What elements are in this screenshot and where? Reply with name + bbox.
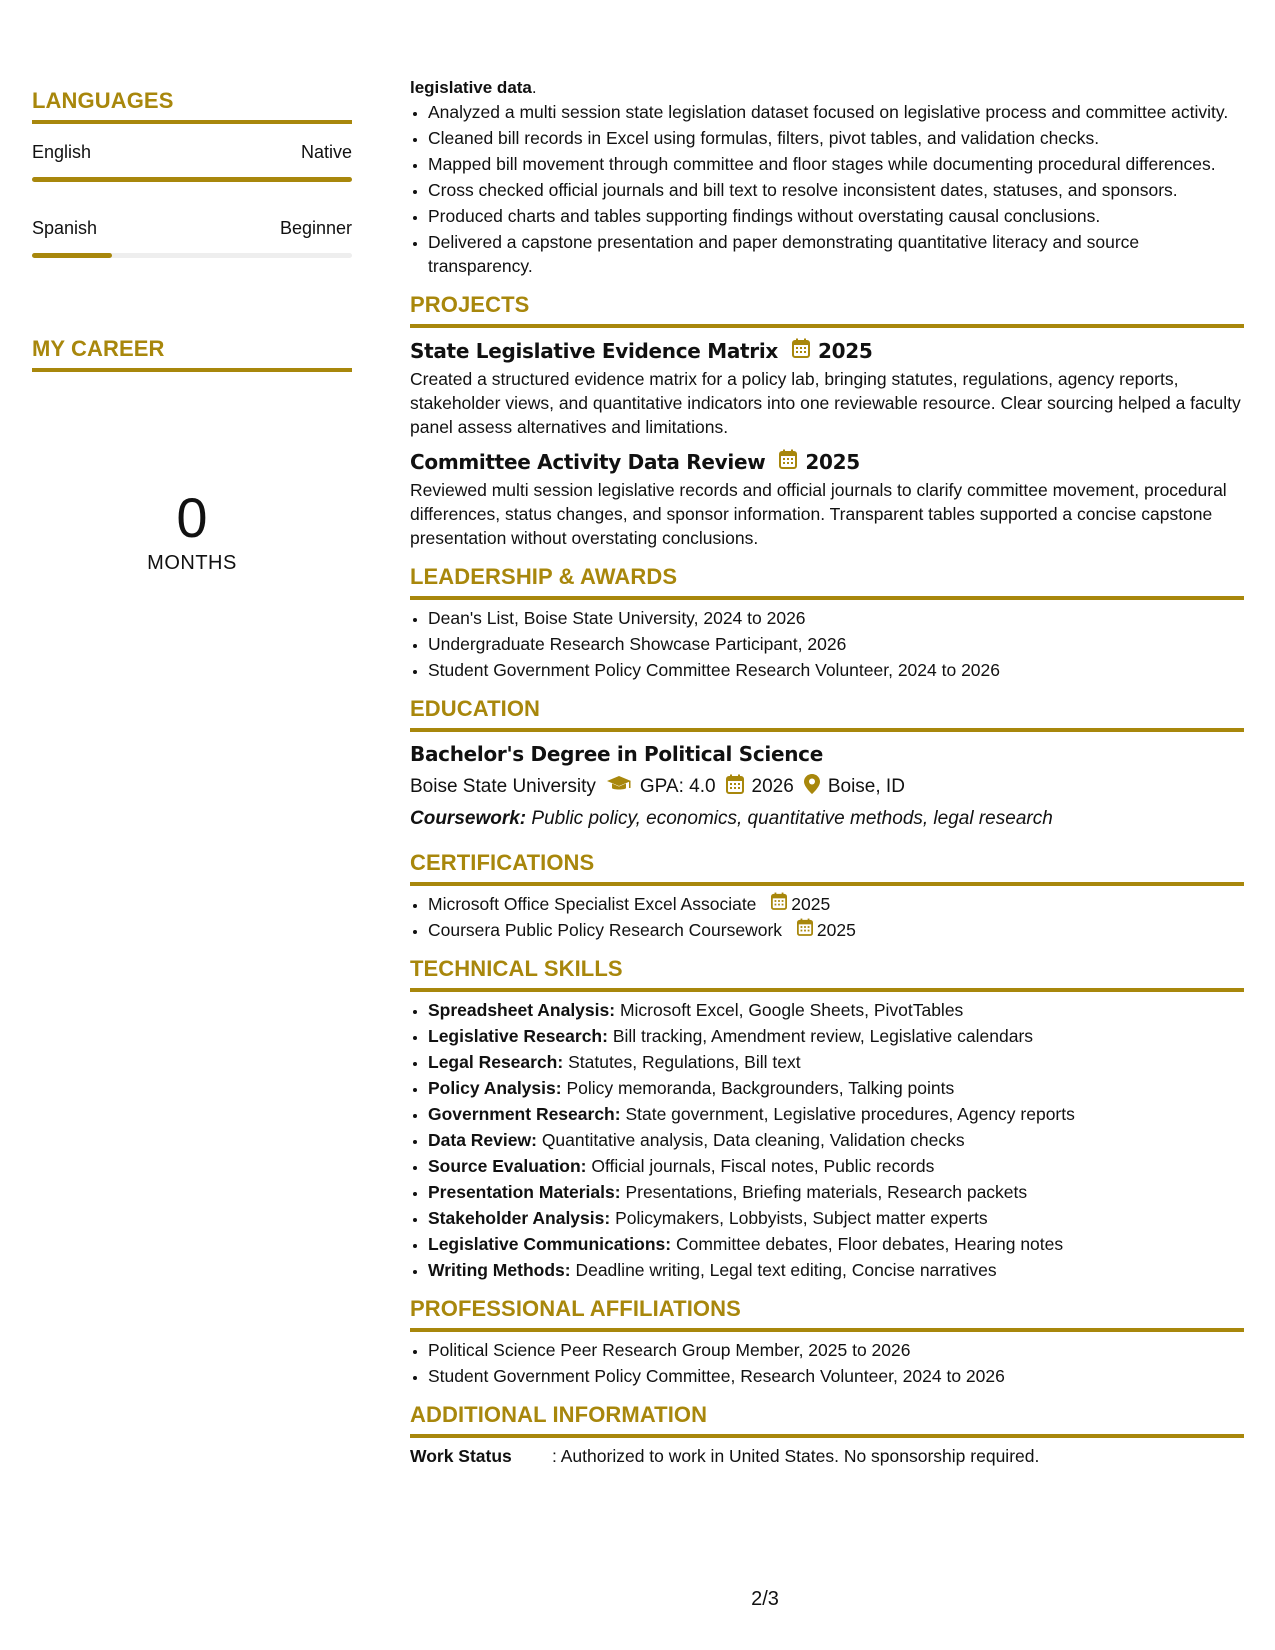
project-year: 2025 (805, 449, 860, 474)
skill-label: Stakeholder Analysis: (428, 1208, 611, 1229)
skill-value: Official journals, Fiscal notes, Public records (591, 1156, 935, 1177)
skill-label: Legislative Communications: (428, 1234, 672, 1255)
skill-value: Statutes, Regulations, Bill text (568, 1052, 801, 1073)
section-title-certifications: CERTIFICATIONS (410, 852, 1244, 886)
language-proficiency-bar (32, 177, 352, 182)
language-item (32, 142, 352, 182)
section-title-projects: PROJECTS (410, 294, 1244, 328)
language-level: Native (300, 142, 352, 162)
skills-section (410, 958, 1244, 1282)
skill-value: Quantitative analysis, Data cleaning, Validation checks (541, 1130, 965, 1151)
experience-bullets (410, 100, 1244, 278)
list-item: • Delivered a capstone presentation and paper demonstrating quantitative literacy and source transparency. (428, 230, 1244, 278)
project-name: Committee Activity Data Review (410, 449, 766, 474)
skill-label: Legislative Research: (428, 1026, 608, 1047)
certification-year: 2025 (816, 920, 856, 941)
affiliations-list (410, 1338, 1244, 1388)
certifications-section (410, 852, 1244, 942)
list-item: • Political Science Peer Research Group Member, 2025 to 2026 (428, 1338, 1244, 1362)
section-title-leadership: LEADERSHIP & AWARDS (410, 566, 1244, 600)
skill-label: Presentation Materials: (428, 1182, 621, 1203)
list-item (428, 1180, 1244, 1204)
skills-list (410, 998, 1244, 1282)
project-item (410, 449, 1244, 550)
list-item (428, 918, 1244, 942)
skill-value: State government, Legislative procedures, Agency reports (625, 1104, 1075, 1125)
skill-value: Committee debates, Floor debates, Hearing notes (675, 1234, 1064, 1255)
experience-lead: legislative data (410, 78, 532, 97)
affiliations-section (410, 1298, 1244, 1388)
section-title-education: EDUCATION (410, 698, 1244, 732)
skill-value: Bill tracking, Amendment review, Legislative calendars (612, 1026, 1034, 1047)
experience-lead-tail: . (531, 78, 537, 97)
skill-value: Policymakers, Lobbyists, Subject matter experts (615, 1208, 988, 1229)
certifications-list (410, 892, 1244, 942)
leadership-section (410, 566, 1244, 682)
gpa: GPA: 4.0 (639, 776, 716, 798)
location-pin-icon (804, 774, 820, 800)
skill-value: Deadline writing, Legal text editing, Concise narratives (575, 1260, 997, 1281)
skill-label: Writing Methods: (428, 1260, 571, 1281)
certification-name: Microsoft Office Specialist Excel Associate (428, 894, 757, 915)
list-item (428, 1128, 1244, 1152)
work-status-label: Work Status (410, 1446, 512, 1467)
skill-label: Source Evaluation: (428, 1156, 587, 1177)
language-name: English (32, 142, 92, 162)
section-title-affiliations: PROFESSIONAL AFFILIATIONS (410, 1298, 1244, 1332)
school-name: Boise State University (410, 776, 596, 798)
section-title-languages: LANGUAGES (32, 90, 352, 124)
left-column (32, 90, 352, 575)
coursework-label: Coursework: (410, 808, 527, 830)
language-name: Spanish (32, 218, 98, 238)
section-title-career: MY CAREER (32, 338, 352, 372)
language-proficiency-fill (32, 253, 112, 258)
certification-name: Coursera Public Policy Research Coursework (428, 920, 783, 941)
calendar-icon (792, 338, 810, 363)
list-item (428, 1154, 1244, 1178)
education-details (410, 774, 1244, 800)
calendar-icon (797, 918, 813, 942)
list-item (428, 1050, 1244, 1074)
list-item (428, 1102, 1244, 1126)
coursework-value: Public policy, economics, quantitative methods, legal research (531, 808, 1053, 830)
calendar-icon (779, 449, 797, 474)
project-name: State Legislative Evidence Matrix (410, 338, 779, 363)
list-item (428, 892, 1244, 916)
page-indicator: 2/3 (751, 1588, 779, 1610)
list-item: • Cross checked official journals and bill text to resolve inconsistent dates, statuses, and sponsors. (428, 178, 1244, 202)
calendar-icon (771, 892, 787, 916)
list-item: • Cleaned bill records in Excel using formulas, filters, pivot tables, and validation checks. (428, 126, 1244, 150)
list-item (428, 1024, 1244, 1048)
list-item (428, 998, 1244, 1022)
work-status-row (410, 1446, 1244, 1467)
school-location: Boise, ID (827, 776, 905, 798)
coursework (410, 808, 1244, 830)
project-description: Reviewed multi session legislative records and official journals to clarify committee movement, procedural differences, status changes, and sponsor information. Transparent tables supported a concise capstone presentation without overstating conclusions. (410, 480, 1227, 549)
list-item: • Undergraduate Research Showcase Participant, 2026 (428, 632, 1244, 656)
graduation-year: 2026 (751, 776, 794, 798)
languages-section (32, 90, 352, 258)
section-title-skills: TECHNICAL SKILLS (410, 958, 1244, 992)
list-item (428, 1206, 1244, 1230)
right-column (410, 78, 1244, 1467)
graduation-cap-icon (606, 775, 632, 799)
degree-title: Bachelor's Degree in Political Science (410, 742, 823, 767)
additional-section (410, 1404, 1244, 1467)
skill-label: Legal Research: (428, 1052, 564, 1073)
career-unit: MONTHS (147, 552, 237, 574)
list-item: • Analyzed a multi session state legislation dataset focused on legislative process and committee activity. (428, 100, 1244, 124)
career-duration (32, 486, 352, 575)
list-item: • Produced charts and tables supporting findings without overstating causal conclusions. (428, 204, 1244, 228)
list-item: • Dean's List, Boise State University, 2024 to 2026 (428, 606, 1244, 630)
career-value: 0 (176, 486, 208, 549)
calendar-icon (726, 774, 744, 800)
skill-value: Microsoft Excel, Google Sheets, PivotTables (619, 1000, 964, 1021)
list-item: • Mapped bill movement through committee and floor stages while documenting procedural differences. (428, 152, 1244, 176)
list-item: • Student Government Policy Committee, Research Volunteer, 2024 to 2026 (428, 1364, 1244, 1388)
list-item: • Student Government Policy Committee Research Volunteer, 2024 to 2026 (428, 658, 1244, 682)
language-proficiency-fill (32, 177, 352, 182)
work-status-value: : Authorized to work in United States. No sponsorship required. (552, 1446, 1040, 1467)
list-item (428, 1232, 1244, 1256)
career-section (32, 338, 352, 575)
projects-section (410, 294, 1244, 550)
leadership-list (410, 606, 1244, 682)
project-item (410, 338, 1244, 439)
project-year: 2025 (818, 338, 873, 363)
section-title-additional: ADDITIONAL INFORMATION (410, 1404, 1244, 1438)
skill-value: Presentations, Briefing materials, Research packets (625, 1182, 1028, 1203)
skill-label: Spreadsheet Analysis: (428, 1000, 616, 1021)
certification-year: 2025 (791, 894, 831, 915)
skill-value: Policy memoranda, Backgrounders, Talking points (566, 1078, 955, 1099)
language-item (32, 218, 352, 258)
list-item (428, 1258, 1244, 1282)
skill-label: Data Review: (428, 1130, 537, 1151)
skill-label: Policy Analysis: (428, 1078, 562, 1099)
education-section (410, 698, 1244, 830)
list-item (428, 1076, 1244, 1100)
language-proficiency-bar (32, 253, 352, 258)
language-level: Beginner (279, 218, 352, 238)
skill-label: Government Research: (428, 1104, 621, 1125)
experience-continuation (410, 78, 1244, 278)
project-description: Created a structured evidence matrix for a policy lab, bringing statutes, regulations, agency reports, stakeholder views, and quantitative indicators into one reviewable resource. Clear sourcing helped a faculty panel assess alternatives and limitations. (410, 369, 1241, 438)
